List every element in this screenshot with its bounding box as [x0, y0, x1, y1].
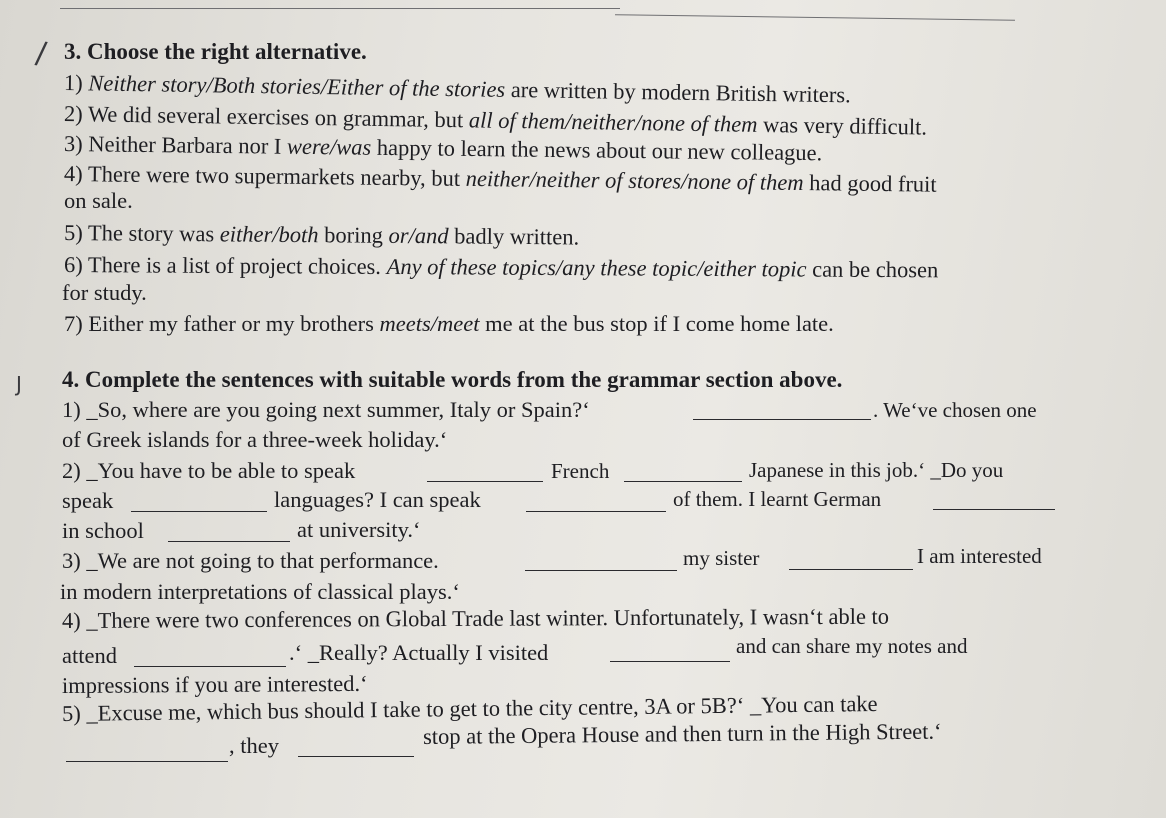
ex4-line-3d: in modern interpretations of classical plays.‘ — [60, 579, 460, 604]
sentence-text: We did several exercises on grammar, but — [87, 101, 470, 133]
sentence-text: had good fruit — [803, 170, 937, 197]
margin-letter-mark: J — [16, 372, 22, 396]
alternatives: Any of these topics/any these topic/either topic — [386, 253, 807, 282]
sentence-text: badly written. — [448, 223, 580, 250]
answer-blank[interactable] — [131, 511, 267, 512]
ex4-line-1b: . We‘ve chosen one — [873, 398, 1037, 422]
ex4-line-4b: attend — [62, 643, 117, 668]
ex3-item-7 — [64, 311, 834, 337]
alternatives: were/was — [286, 133, 372, 160]
exercise-4-title: 4. Complete the sentences with suitable words from the grammar section above. — [62, 367, 843, 392]
answer-blank[interactable] — [134, 666, 286, 667]
ex4-line-3a: 3) _We are not going to that performance. — [62, 548, 439, 573]
ex4-line-3c: I am interested — [917, 544, 1042, 568]
answer-blank[interactable] — [525, 570, 677, 571]
answer-blank[interactable] — [610, 661, 730, 662]
sentence-text: can be chosen — [806, 256, 939, 283]
answer-blank[interactable] — [66, 761, 228, 762]
item-number: 7) — [64, 311, 83, 336]
sentence-text: boring — [318, 222, 389, 248]
alternatives: Neither story/Both stories/Either of the stories — [88, 70, 506, 102]
ex3-item-4-cont: on sale. — [64, 188, 133, 213]
margin-check-mark: / — [33, 35, 49, 72]
alternatives: or/and — [388, 222, 449, 249]
sentence-text: There is a list of project choices. — [87, 252, 387, 279]
ex4-line-4d: and can share my notes and — [736, 634, 968, 658]
ex3-item-6 — [64, 252, 938, 283]
ex4-line-5b: , they — [229, 733, 279, 758]
answer-blank[interactable] — [693, 419, 871, 420]
ex4-line-2c: Japanese in this job.‘ _Do you — [749, 458, 1004, 482]
answer-blank[interactable] — [933, 509, 1055, 510]
ex4-line-1c: of Greek islands for a three-week holiday.‘ — [62, 427, 448, 452]
sentence-text: The story was — [87, 220, 220, 247]
answer-blank[interactable] — [168, 541, 290, 542]
answer-blank[interactable] — [526, 511, 666, 512]
alternatives: all of them/neither/none of them — [468, 107, 758, 137]
answer-blank[interactable] — [298, 756, 414, 757]
ex4-line-4c: .‘ _Really? Actually I visited — [289, 640, 549, 665]
item-number: 4) — [63, 161, 83, 187]
exercise-3-title: 3. Choose the right alternative. — [64, 39, 367, 64]
sentence-text: happy to learn the news about our new colleague. — [371, 134, 823, 166]
ex4-line-3b: my sister — [683, 546, 760, 570]
item-number: 2) — [63, 101, 83, 127]
ex4-line-2h: at university.‘ — [297, 517, 421, 542]
item-number: 3) — [63, 131, 83, 157]
ex3-item-5 — [64, 220, 579, 250]
ex4-line-1a: 1) _So, where are you going next summer, Italy or Spain?‘ — [62, 397, 590, 422]
ex3-item-6-cont: for study. — [62, 280, 147, 305]
sentence-text: are written by modern British writers. — [504, 76, 851, 108]
sentence-text: was very difficult. — [757, 111, 928, 140]
alternatives: either/both — [219, 221, 319, 248]
ex4-line-2a: 2) _You have to be able to speak — [62, 458, 356, 483]
sentence-text: me at the bus stop if I come home late. — [479, 311, 834, 336]
alternatives: neither/neither of stores/none of them — [465, 165, 804, 196]
sentence-text: There were two supermarkets nearby, but — [87, 161, 466, 191]
ex4-line-5c: stop at the Opera House and then turn in the High Street.‘ — [422, 718, 942, 749]
ex4-line-2d: speak — [62, 488, 114, 513]
sentence-text: Either my father or my brothers — [88, 311, 380, 336]
answer-blank[interactable] — [427, 481, 543, 482]
ex4-line-4a: 4) _There were two conferences on Global Trade last winter. Unfortunately, I wasn‘t able to — [61, 603, 890, 633]
ex4-line-5a: 5) _Excuse me, which bus should I take to get to the city centre, 3A or 5B?‘ _You can take — [61, 691, 878, 726]
item-number: 1) — [63, 70, 83, 96]
ex4-line-2b: French — [551, 459, 610, 483]
ex4-line-2f: of them. I learnt German — [673, 487, 882, 511]
answer-blank[interactable] — [624, 481, 742, 482]
ex4-line-2e: languages? I can speak — [274, 487, 481, 512]
top-rule-left — [60, 8, 620, 9]
alternatives: meets/meet — [379, 311, 480, 336]
ex3-item-4 — [64, 161, 937, 198]
item-number: 5) — [63, 220, 83, 246]
ex4-line-4e: impressions if you are interested.‘ — [61, 670, 368, 698]
answer-blank[interactable] — [789, 569, 913, 570]
item-number: 6) — [63, 252, 83, 278]
top-rule-right — [615, 14, 1015, 21]
ex4-line-2g: in school — [62, 518, 144, 543]
sentence-text: Neither Barbara nor I — [88, 131, 288, 159]
